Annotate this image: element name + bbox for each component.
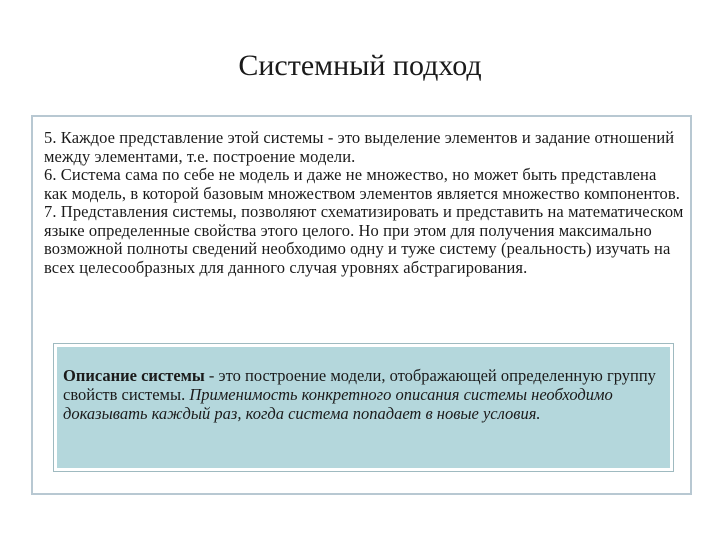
content-box	[31, 115, 692, 495]
definition-box	[54, 344, 673, 471]
definition-body: - это построение модели, отображающей определенную группу свойств системы.	[63, 366, 656, 404]
definition-text	[63, 366, 663, 423]
definition-term: Описание системы	[63, 366, 205, 385]
paragraph-list	[44, 129, 684, 277]
paragraph-5: 5. Каждое представление этой системы - это выделение элементов и задание отношений между элементами, т.е. построение модели.	[44, 128, 675, 166]
definition-note: Применимость конкретного описания системы необходимо доказывать каждый раз, когда система попадает в новые условия.	[63, 385, 613, 423]
paragraph-7: 7. Представления системы, позволяют схематизировать и представить на математическом языке определенные свойства этого целого. Но при этом для получения максимально возможной полноты сведений необходимо одну и туже систему (реальность) изучать на всех целесообразных для данного случая уровнях абстрагирования.	[44, 202, 684, 277]
paragraph-6: 6. Система сама по себе не модель и даже не множество, но может быть представлена как модель, в которой базовым множеством элементов является множество компонентов.	[44, 165, 681, 203]
slide-title: Системный подход	[238, 49, 482, 82]
